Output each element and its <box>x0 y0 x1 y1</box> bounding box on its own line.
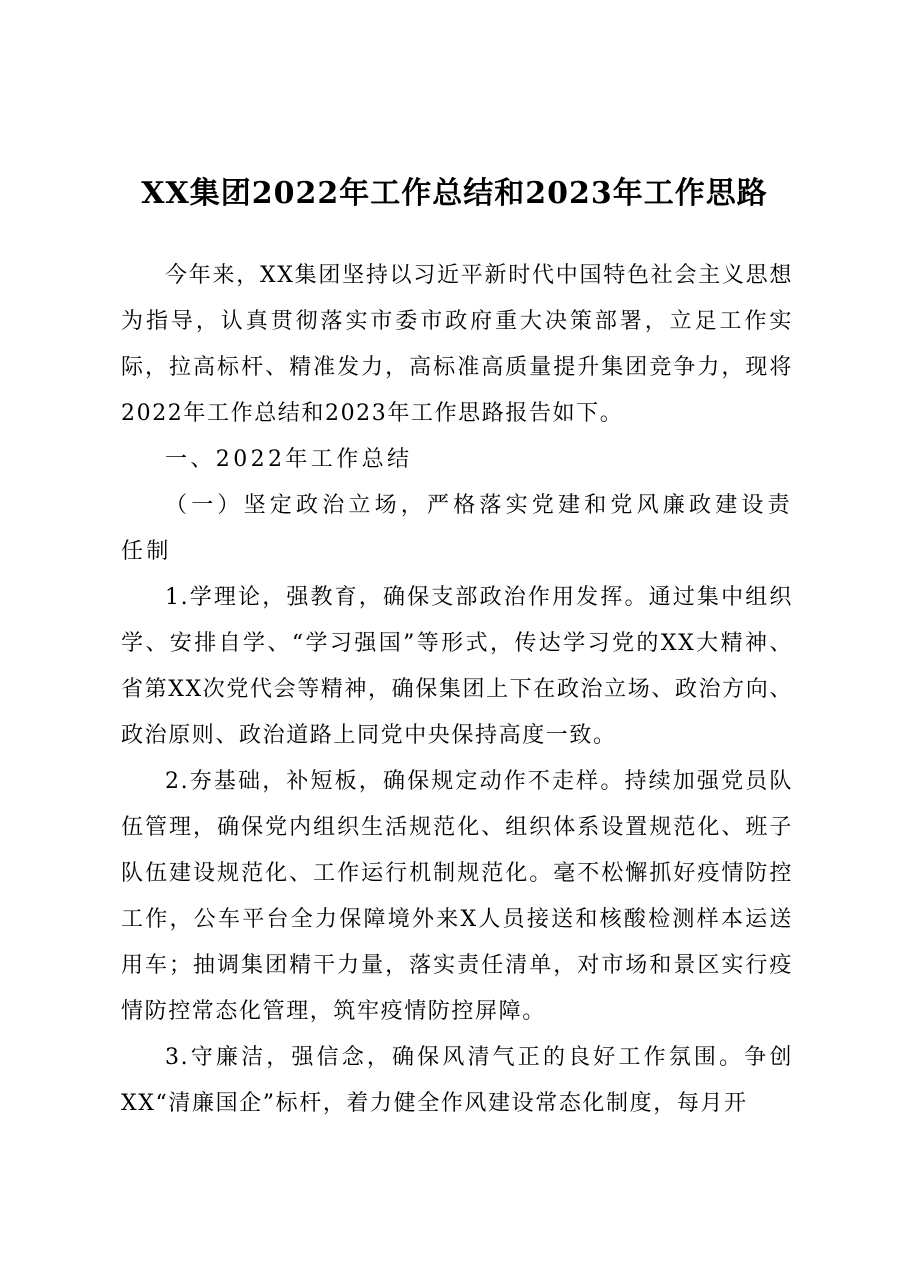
body-paragraph: 3.守廉洁，强信念，确保风清气正的良好工作氛围。争创XX“清廉国企”标杆，着力健全作风建设常态化制度，每月开 <box>121 1045 793 1116</box>
section-heading: 一、2022年工作总结 <box>165 447 413 472</box>
document-title: XX集团2022年工作总结和2023年工作思路 <box>141 176 768 211</box>
subsection-heading: （一）坚定政治立场，严格落实党建和党风廉政建设责任制 <box>121 493 793 564</box>
body-paragraph: 2.夯基础，补短板，确保规定动作不走样。持续加强党员队伍管理，确保党内组织生活规范化、组织体系设置规范化、班子队伍建设规范化、工作运行机制规范化。毫不松懈抓好疫情防控工作，公车平台全力保障境外来X人员接送和核酸检测样本运送用车；抽调集团精干力量，落实责任清单，对市场和景区实行疫情防控常态化管理，筑牢疫情防控屏障。 <box>121 769 793 1024</box>
intro-paragraph: 今年来，XX集团坚持以习近平新时代中国特色社会主义思想为指导，认真贯彻落实市委市政府重大决策部署，立足工作实际，拉高标杆、精准发力，高标准高质量提升集团竞争力，现将2022年工作总结和2023年工作思路报告如下。 <box>121 263 793 426</box>
document-body <box>121 253 793 1127</box>
body-paragraph: 1.学理论，强教育，确保支部政治作用发挥。通过集中组织学、安排自学、“学习强国”等形式，传达学习党的XX大精神、省第XX次党代会等精神，确保集团上下在政治立场、政治方向、政治原则、政治道路上同党中央保持高度一致。 <box>121 585 793 748</box>
